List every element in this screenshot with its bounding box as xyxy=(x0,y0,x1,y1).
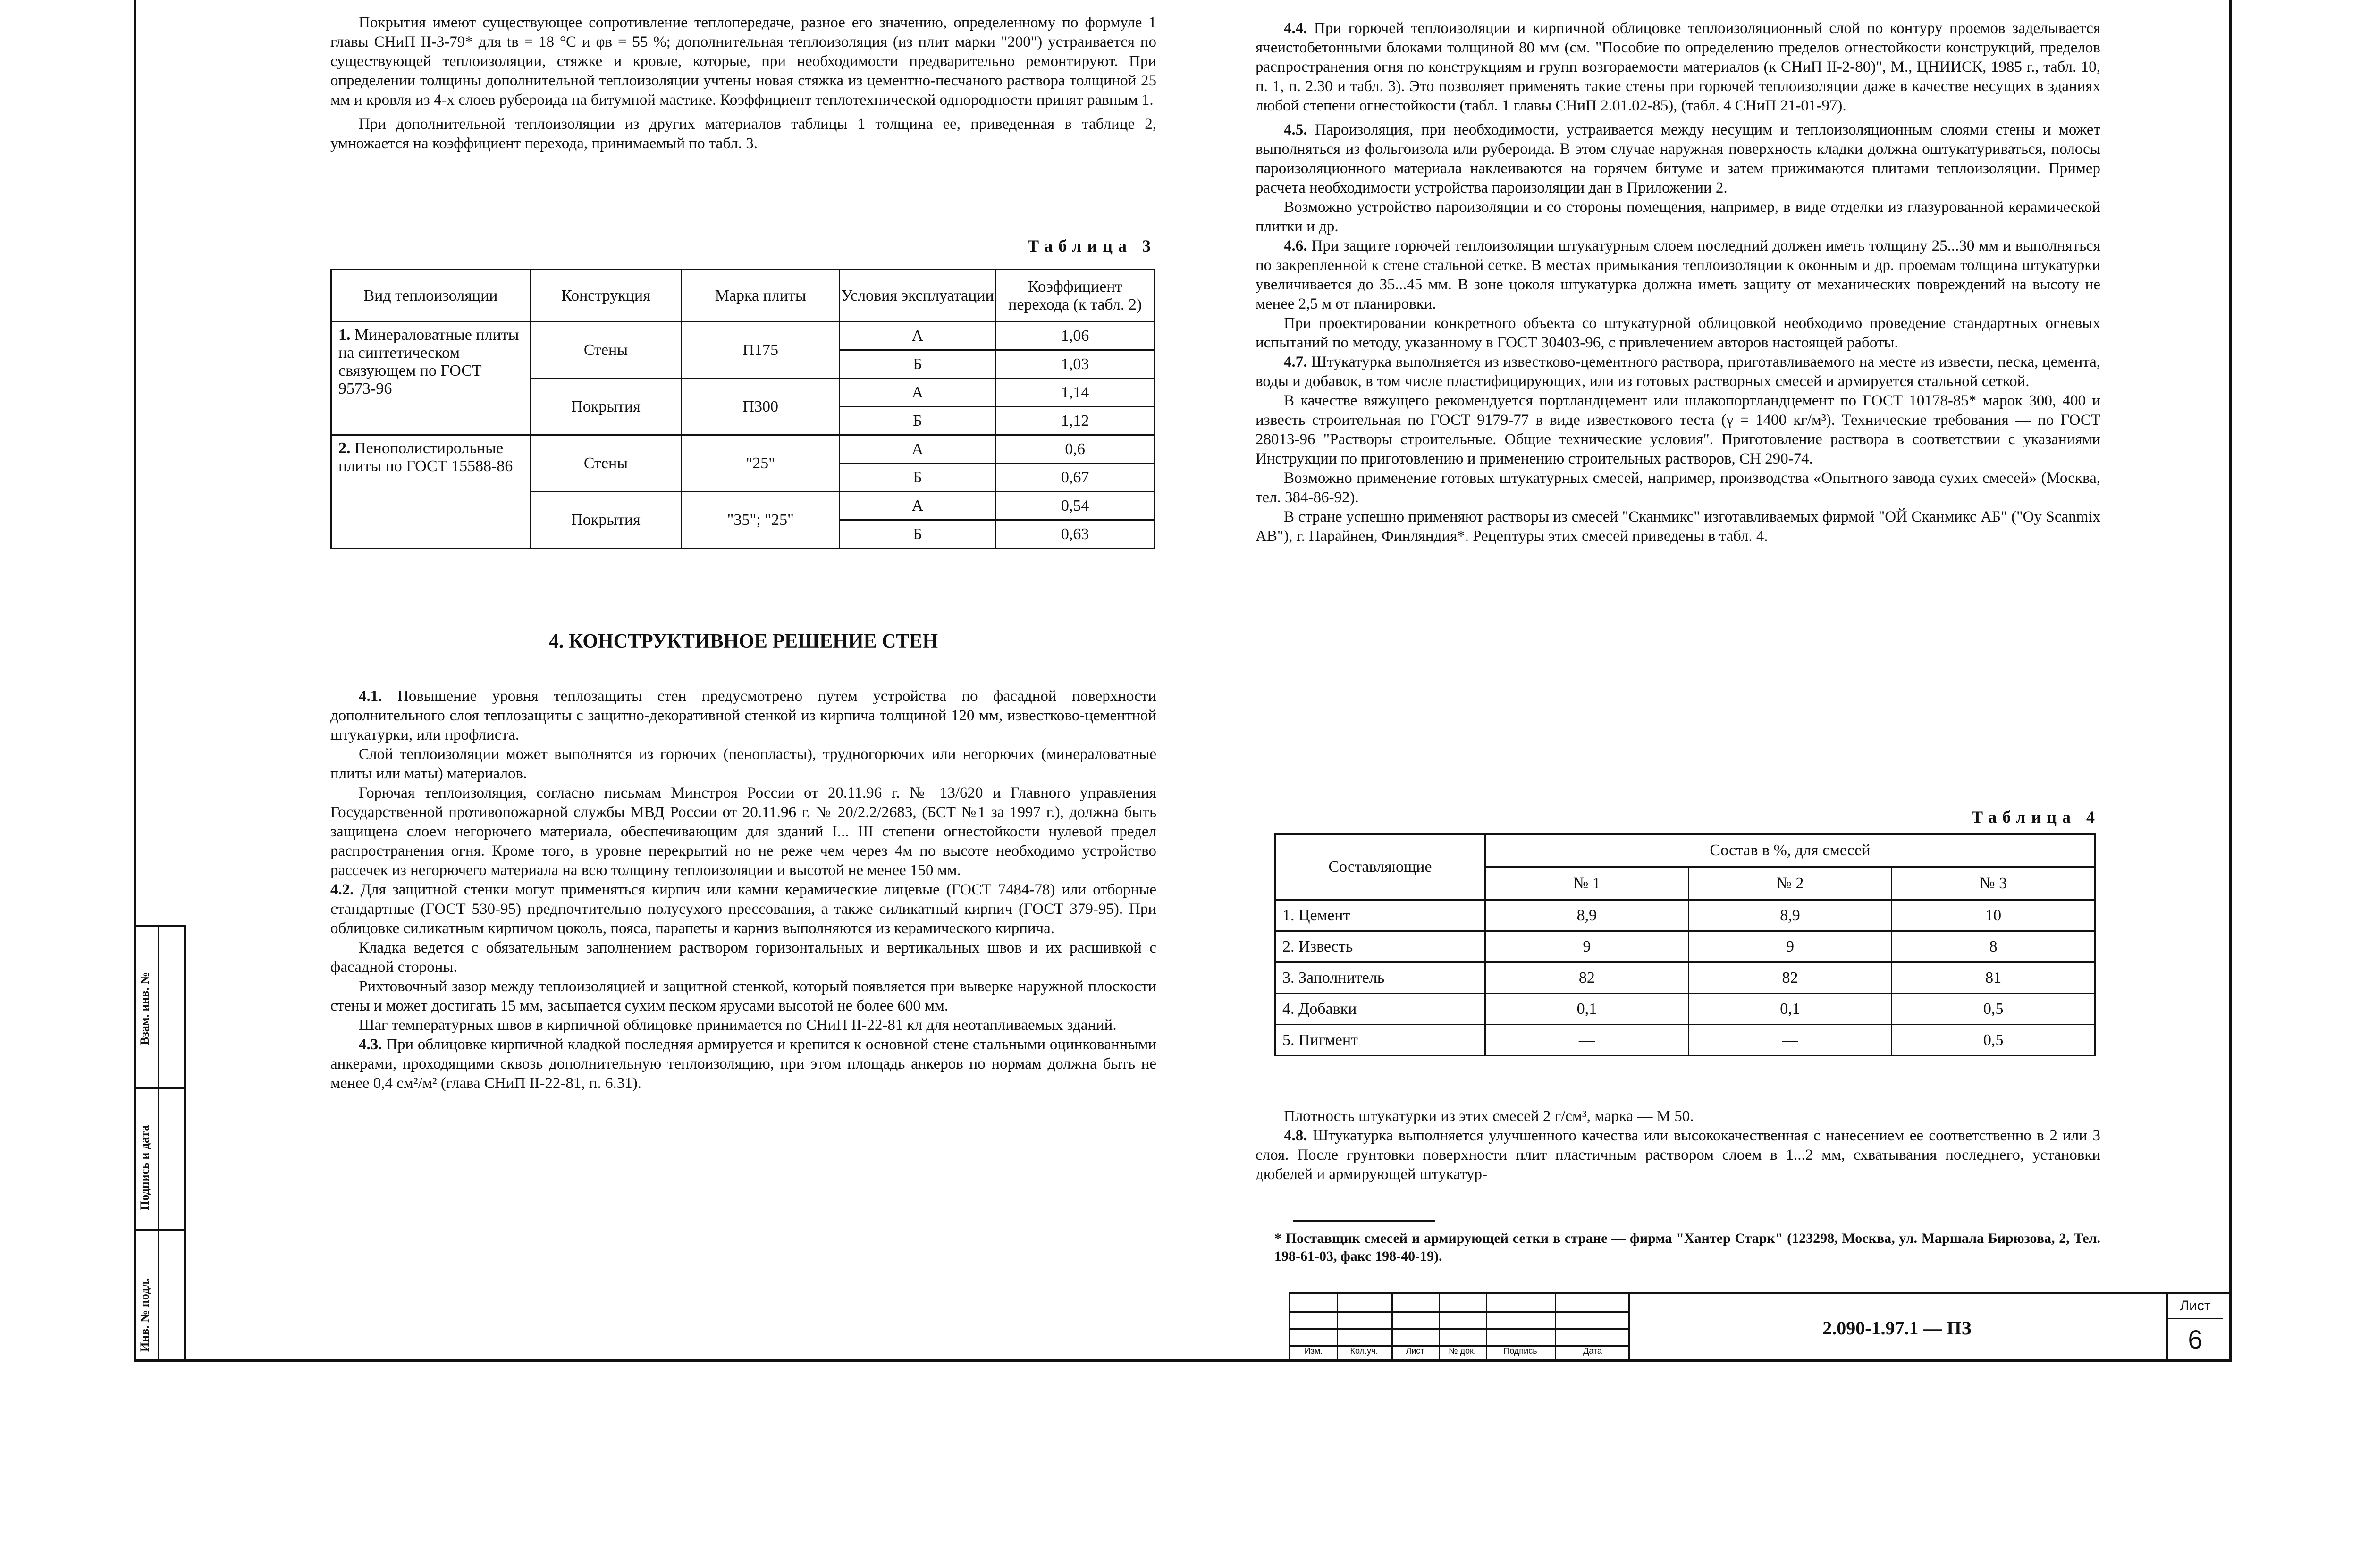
table-cell: Стены xyxy=(530,435,681,492)
table-cell: 0,63 xyxy=(995,520,1155,548)
table-cell: 8 xyxy=(1892,931,2095,962)
table-cell: 5. Пигмент xyxy=(1275,1025,1485,1056)
clause-number: 4.5. xyxy=(1284,121,1307,138)
paragraph: Повышение уровня теплозащиты стен предусмотрено путем устройства по фасадной поверхности дополнительного слоя теплозащиты с защитно-декоративной стенкой из кирпича толщиной 120 мм, известково-цементной штукатурки, или профлиста. xyxy=(330,688,1157,743)
clause-number: 4.2. xyxy=(330,881,354,898)
revision-grid xyxy=(1290,1294,1630,1362)
table-cell: 9 xyxy=(1688,931,1892,962)
paragraph: Рихтовочный зазор между теплоизоляцией и защитной стенкой, который появляется при выверке наружной плоскости стены и может достигать 15 мм, засыпается сухим песком ярусами высотой не более 600 мм. xyxy=(330,978,1156,1014)
stamp-label: Инв. № подл. xyxy=(138,1278,152,1352)
table-cell: 0,5 xyxy=(1892,1025,2095,1056)
table-header: Коэффициент перехода (к табл. 2) xyxy=(995,270,1155,322)
table-cell: "25" xyxy=(681,435,840,492)
table-cell: 0,1 xyxy=(1485,994,1689,1025)
table-4 xyxy=(1274,833,2096,1056)
col-label: Лист xyxy=(1406,1346,1424,1356)
clause-number: 4.3. xyxy=(359,1036,382,1053)
clause-number: 4.7. xyxy=(1284,354,1307,371)
sheet-number: 6 xyxy=(2188,1324,2203,1354)
sheet-box xyxy=(2166,1294,2223,1362)
table-cell: 0,5 xyxy=(1892,994,2095,1025)
side-stamp xyxy=(134,925,186,1362)
paragraph: Горючая теплоизоляция, согласно письмам Минстроя России от 20.11.96 г. № 13/620 и Главного управления Государственной противопожарной службы МВД России от 20.11.96 г. № 20/2.2/2683, (БСТ №1 за 1997 г.), должна быть защищена слоем негорючего материала, обеспечивающим для зданий I... III степени огнестойкости нулевой предел распространения огня. Кроме того, в уровне перекрытий но не реже чем через 4м по высоте необходимо устройство рассечек из негорючего материала на всю толщину теплоизоляции и высотой не менее 150 мм. xyxy=(330,784,1156,879)
stamp-label: Взам. инв. № xyxy=(138,972,152,1045)
table-header: Составляющие xyxy=(1275,834,1485,900)
clause-number: 4.1. xyxy=(359,688,382,705)
table-header: Конструкция xyxy=(530,270,681,322)
table-cell: П300 xyxy=(681,379,840,435)
table-cell: 8,9 xyxy=(1485,900,1689,931)
group-name: Минераловатные плиты на синтетическом связующем по ГОСТ 9573-96 xyxy=(338,326,519,397)
table-cell: — xyxy=(1688,1025,1892,1056)
paragraph: Возможно применение готовых штукатурных смесей, например, производства «Опытного завода сухих смесей» (Москва, тел. 384-86-92). xyxy=(1256,470,2100,506)
table-cell: 0,54 xyxy=(995,492,1155,520)
table-header: № 3 xyxy=(1892,867,2095,900)
table-cell: 8,9 xyxy=(1688,900,1892,931)
table-cell: 10 xyxy=(1892,900,2095,931)
paragraph: Шаг температурных швов в кирпичной облицовке принимается по СНиП II-22-81 кл для неотапливаемых зданий. xyxy=(359,1017,1117,1034)
table-header: Состав в %, для смесей xyxy=(1485,834,2095,867)
section-heading: 4. КОНСТРУКТИВНОЕ РЕШЕНИЕ СТЕН xyxy=(548,631,938,652)
table-cell: 81 xyxy=(1892,962,2095,994)
paragraph: В стране успешно применяют растворы из смесей "Сканмикс" изготавливаемых фирмой "ОЙ Сканмикс АБ" ("Oy Scanmix AB"), г. Парайнен, Финляндия*. Рецептуры этих смесей приведены в табл. 4. xyxy=(1256,508,2100,545)
clause-number: 4.8. xyxy=(1284,1127,1307,1144)
table-cell: 3. Заполнитель xyxy=(1275,962,1485,994)
table-cell: Б xyxy=(840,350,995,379)
table-cell: 1. Цемент xyxy=(1275,900,1485,931)
table-cell: 2. Известь xyxy=(1275,931,1485,962)
left-column xyxy=(330,13,1156,153)
col-label: Дата xyxy=(1583,1346,1602,1356)
table-cell: 1,14 xyxy=(995,379,1155,407)
paragraph: При горючей теплоизоляции и кирпичной облицовке теплоизоляционный слой по контуру проемов заделывается ячеистобетонными блоками толщиной 80 мм (см. "Пособие по определению пределов огнестойкости конструкций, пределов распространения огня по конструкциям и групп возгораемости материалов (к СНиП II-2-80)", М., ЦНИИСК, 1985 г., табл. 10, п. 1, п. 2.30 и табл. 3). Это позволяет применять такие стены при горючей теплоизоляции даже в качестве несущих в зданиях любой степени огнестойкости (табл. 1 главы СНиП 2.01.02-85), (табл. 4 СНиП 21-01-97). xyxy=(1256,20,2101,114)
title-block xyxy=(1289,1292,2232,1362)
paragraph: Плотность штукатурки из этих смесей 2 г/см³, марка — М 50. xyxy=(1284,1108,1694,1125)
table-cell: 1,06 xyxy=(995,322,1155,350)
col-label: Подпись xyxy=(1503,1346,1537,1356)
table-cell: П175 xyxy=(681,322,840,379)
table-cell: 82 xyxy=(1688,962,1892,994)
table-4-title: Таблица 4 xyxy=(1972,808,2100,826)
table-cell: Покрытия xyxy=(530,379,681,435)
table-header: Марка плиты xyxy=(681,270,840,322)
table-cell: "35"; "25" xyxy=(681,492,840,548)
paragraph: При защите горючей теплоизоляции штукатурным слоем последний должен иметь толщину 25...30 мм и выполняться по закрепленной к стене стальной сетке. В местах примыкания теплоизоляции к оконным и др. проемам толщина штукатурки увеличивается до 35...45 мм. В зоне цоколя штукатурка должна иметь защиту от механических повреждений на высоту не менее 2,5 м от планировки. xyxy=(1256,237,2101,312)
footnote: * Поставщик смесей и армирующей сетки в стране — фирма "Хантер Старк" (123298, Москва, ул. Маршала Бирюзова, 2, Тел. 198-61-03, факс 198-40-19). xyxy=(1274,1231,2100,1264)
stamp-label: Подпись и дата xyxy=(138,1125,152,1210)
table-header: Условия эксплуатации xyxy=(840,270,995,322)
table-cell: 0,1 xyxy=(1688,994,1892,1025)
right-column-lower xyxy=(1256,1107,2100,1184)
col-label: Кол.уч. xyxy=(1350,1346,1378,1356)
table-cell: А xyxy=(840,435,995,464)
table-cell xyxy=(331,322,531,435)
group-number: 2. xyxy=(338,439,351,457)
table-cell: 9 xyxy=(1485,931,1689,962)
footnote-rule xyxy=(1293,1220,1435,1222)
col-label: Изм. xyxy=(1304,1346,1323,1356)
paragraph: В качестве вяжущего рекомендуется портландцемент или шлакопортландцемент по ГОСТ 10178-85* марок 300, 400 и известь строительная по ГОСТ 9179-77 в виде известкового теста (γ = 1400 кг/м³). Технические требования — по ГОСТ 28013-96 "Растворы строительные. Общие технические условия". Приготовление раствора в соответствии с указаниями Инструкции по приготовлению и применению строительных растворов, СН 290-74. xyxy=(1256,392,2100,467)
table-cell: Б xyxy=(840,520,995,548)
table-cell: Стены xyxy=(530,322,681,379)
right-column xyxy=(1256,19,2100,546)
table-header: № 2 xyxy=(1688,867,1892,900)
left-column-body xyxy=(330,687,1156,1093)
table-header: № 1 xyxy=(1485,867,1689,900)
table-3 xyxy=(330,269,1155,549)
paragraph: Штукатурка выполняется улучшенного качества или высококачественная с нанесением ее соответственно в 2 или 3 слоя. После грунтовки поверхности плит пластичным раствором слоем в 1...2 мм, схватывания последнего, установки дюбелей и армирующей штукатур- xyxy=(1256,1127,2100,1183)
paragraph: При проектировании конкретного объекта со штукатурной облицовкой необходимо проведение стандартных огневых испытаний по методу, указанному в ГОСТ 30403-96, с привлечением авторов настоящей работы. xyxy=(1256,315,2100,351)
col-label: № док. xyxy=(1449,1346,1476,1356)
table-cell xyxy=(331,435,531,548)
sheet-label: Лист xyxy=(2168,1294,2223,1319)
table-cell: 82 xyxy=(1485,962,1689,994)
table-cell: Покрытия xyxy=(530,492,681,548)
table-header: Вид теплоизоляции xyxy=(331,270,531,322)
table-cell: А xyxy=(840,492,995,520)
group-name: Пенополистирольные плиты по ГОСТ 15588-86 xyxy=(338,439,513,475)
table-cell: — xyxy=(1485,1025,1689,1056)
table-cell: А xyxy=(840,322,995,350)
paragraph: Возможно устройство пароизоляции и со стороны помещения, например, в виде отделки из глазурованной керамической плитки и др. xyxy=(1256,199,2100,235)
table-cell: А xyxy=(840,379,995,407)
paragraph: При облицовке кирпичной кладкой последняя армируется и крепится к основной стене стальными оцинкованными анкерами, проходящими сквозь дополнительную теплоизоляцию, при этом площадь анкеров по нормам должна быть не менее 0,4 см²/м² (глава СНиП II-22-81, п. 6.31). xyxy=(330,1036,1156,1092)
paragraph: Слой теплоизоляции может выполнятся из горючих (пенопласты), трудногорючих или негорючих (минераловатные плиты или маты) материалов. xyxy=(330,746,1156,782)
table-cell: 1,03 xyxy=(995,350,1155,379)
paragraph: Для защитной стенки могут применяться кирпич или камни керамические лицевые (ГОСТ 7484-78) или отборные стандартные (ГОСТ 530-95) предпочтительно полусухого прессования, а также силикатный кирпич (ГОСТ 379-95). При облицовке силикатным кирпичом цоколь, пояса, парапеты и карниз выполняются из керамического кирпича. xyxy=(330,881,1157,937)
table-3-title: Таблица 3 xyxy=(1028,236,1156,255)
table-cell: 4. Добавки xyxy=(1275,994,1485,1025)
paragraph: Штукатурка выполняется из известково-цементного раствора, приготавливаемого на месте из извести, песка, цемента, воды и добавок, в том числе пластифицирующих, или из готовых растворных смесей и армируется стальной сеткой. xyxy=(1256,354,2100,390)
paragraph: Кладка ведется с обязательным заполнением раствором горизонтальных и вертикальных швов и их расшивкой с фасадной стороны. xyxy=(330,939,1156,976)
table-cell: 0,67 xyxy=(995,464,1155,492)
table-cell: 0,6 xyxy=(995,435,1155,464)
table-cell: Б xyxy=(840,407,995,435)
document-code: 2.090-1.97.1 — ПЗ xyxy=(1822,1317,1972,1339)
paragraph: При дополнительной теплоизоляции из других материалов таблицы 1 толщина ее, приведенная в таблице 2, умножается на коэффициент перехода, принимаемый по табл. 3. xyxy=(330,116,1156,152)
table-cell: Б xyxy=(840,464,995,492)
clause-number: 4.4. xyxy=(1284,20,1307,37)
paragraph: Покрытия имеют существующее сопротивление теплопередаче, разное его значению, определенному по формуле 1 главы СНиП II-3-79* для tв = 18 °С и φв = 55 %; дополнительная теплоизоляция (из плит марки "200") устраивается по существующей теплоизоляции, стяжке и кровле, которые, при необходимости предварительно ремонтируют. При определении толщины дополнительной теплоизоляции учтены новая стяжка из цементно-песчаного раствора толщиной 25 мм и кровля из 4-х слоев рубероида на битумной мастике. Коэффициент теплотехнической однородности принят равным 1. xyxy=(330,14,1156,109)
clause-number: 4.6. xyxy=(1284,237,1307,254)
table-cell: 1,12 xyxy=(995,407,1155,435)
group-number: 1. xyxy=(338,326,351,344)
paragraph: Пароизоляция, при необходимости, устраивается между несущим и теплоизоляционным слоями стены и может выполняться из фольгоизола или рубероида. В этом случае наружная поверхность кладки должна оштукатуриваться, полосы пароизоляционного материала наклеиваются на горячем битуме и затем прижимаются плитами теплоизоляции. Пример расчета необходимости устройства пароизоляции дан в Приложении 2. xyxy=(1256,121,2100,196)
